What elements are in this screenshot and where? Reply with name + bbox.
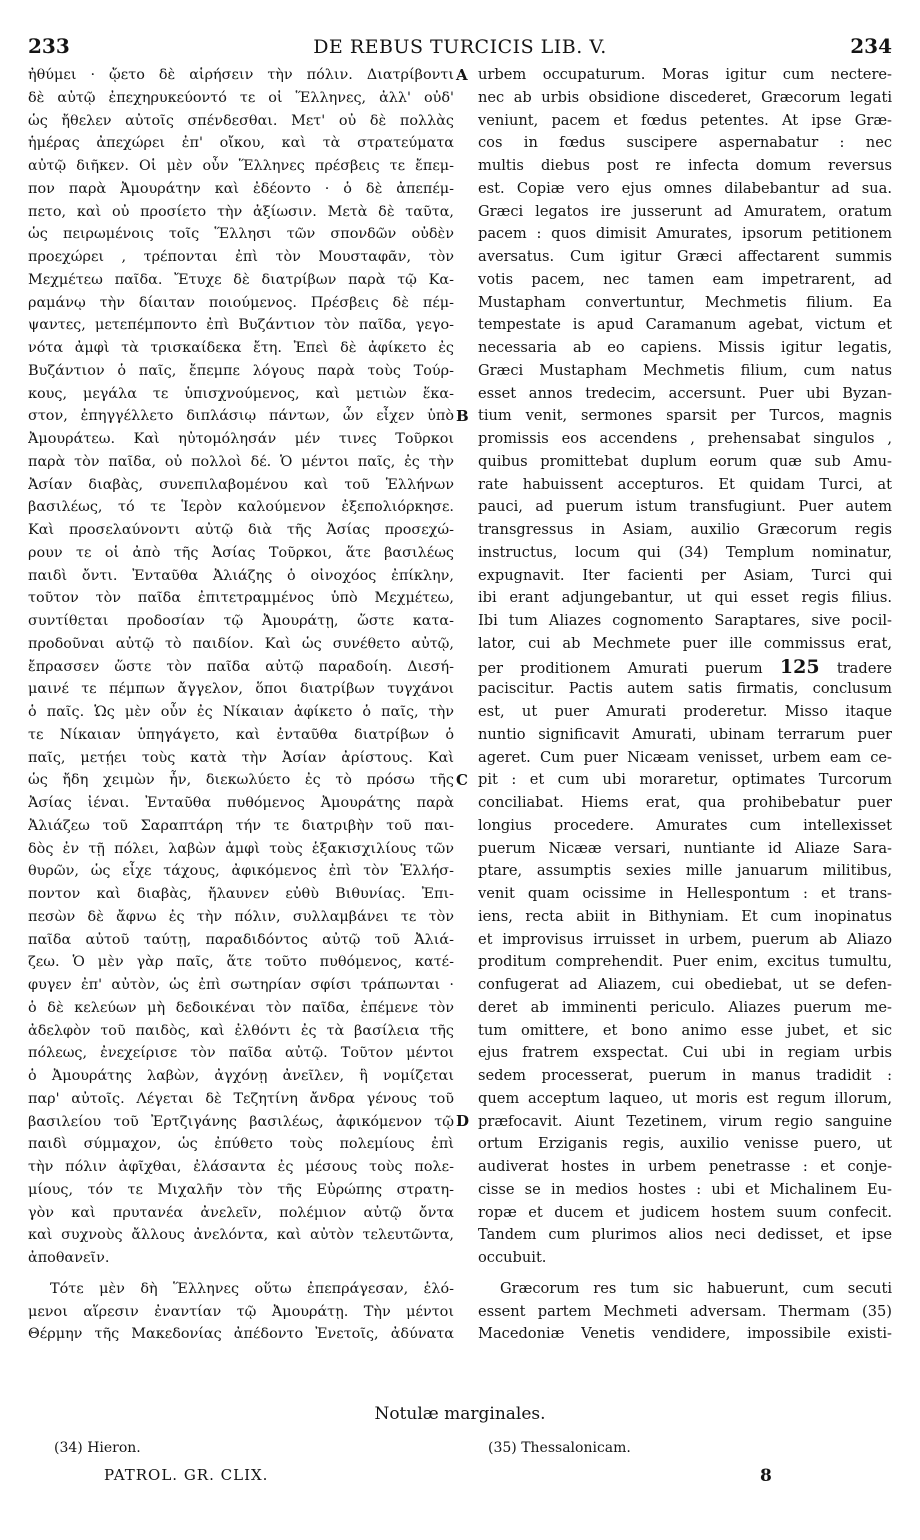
greek-line: νότα ἀμφὶ τὰ τρισκαίδεκα ἔτη. Ἐπεὶ δὲ ἀφίκετο ἐς bbox=[28, 340, 454, 356]
latin-line: votis pacem, nec tamen eam impetrarent, ad bbox=[478, 270, 892, 288]
paragraph-gap bbox=[478, 1270, 892, 1278]
greek-line: ἀποθανεῖν. bbox=[28, 1250, 110, 1266]
page-number-left: 233 bbox=[28, 34, 70, 58]
greek-line: Καὶ προσελαύνοντι αὐτῷ διὰ τῆς Ἀσίας προσεχώ- bbox=[28, 522, 454, 538]
latin-line: Macedoniæ Venetis vendidere, impossibile existi- bbox=[478, 1325, 892, 1343]
greek-line: ψαντες, μετεπέμποντο ἐπὶ Βυζάντιον τὸν παῖδα, γεγο- bbox=[28, 317, 454, 334]
latin-line: præfocavit. Aiunt Tezetinem, virum regio sanguine bbox=[478, 1112, 892, 1130]
latin-line: puerum Nicææ versari, nuntiante id Aliaze Sara- bbox=[478, 839, 892, 857]
latin-line: et improvisus irruisset in urbem, puerum ab Aliazo bbox=[478, 930, 892, 948]
latin-line: audiverat hostes in urbem penetrasse : et conje- bbox=[478, 1158, 892, 1175]
latin-line: deret ab imminenti periculo. Aliazes puerum me- bbox=[478, 998, 892, 1016]
greek-line: τὴν πόλιν ἀφῖχθαι, ἐλάσαντα ἐς μέσους τοὺς πολε- bbox=[28, 1159, 454, 1175]
latin-line: instructus, locum qui (34) Templum nominatur, bbox=[478, 543, 892, 561]
margin-marker-a: A bbox=[456, 66, 468, 84]
greek-line: βασιλέως, τό τε Ἱερὸν καλούμενον ἐξεπολιόρκησε. bbox=[28, 499, 454, 516]
latin-line: longius procedere. Amurates cum intellexisset bbox=[478, 816, 892, 834]
greek-line: ραμάνῳ τὴν δίαιταν ποιούμενος. Πρέσβεις δὲ πέμ- bbox=[28, 294, 454, 311]
greek-text-column bbox=[28, 64, 454, 1346]
greek-line: παῖς, μετῄει τοὺς κατὰ τὴν Ἀσίαν ἀρίστους. Καὶ bbox=[28, 749, 454, 766]
greek-line: παρὰ τὸν παῖδα, οὐ πολλοὶ δέ. Ὁ μέντοι παῖς, ἐς τὴν bbox=[28, 453, 454, 470]
greek-line: ἔπρασσεν ὥστε τὸν παῖδα αὐτῷ παραδοίη. Διεσή- bbox=[28, 658, 454, 675]
greek-line: ὁ παῖς. Ὡς μὲν οὖν ἐς Νίκαιαν ἀφίκετο ὁ παῖς, τὴν bbox=[28, 704, 454, 720]
greek-line: παρ' αὐτοῖς. Λέγεται δὲ Τεζητίνη ἄνδρα γένους τοῦ bbox=[28, 1090, 454, 1107]
latin-line: nuntio significavit Amurati, ubinam terrarum puer bbox=[478, 725, 892, 743]
latin-line: est, ut puer Amurati proderetur. Misso itaque bbox=[478, 703, 892, 720]
latin-line: iens, recta abiit in Bithyniam. Et cum inopinatus bbox=[478, 907, 892, 925]
latin-line: occubuit. bbox=[478, 1249, 547, 1266]
latin-line: Græci legatos ire jusserunt ad Amuratem, oratum bbox=[478, 202, 892, 220]
latin-line: nec ab urbis obsidione discederet, Græcorum legati bbox=[478, 88, 892, 106]
greek-line: Ἀμουράτεω. Καὶ ηὐτομόλησάν μέν τινες Τοῦρκοι bbox=[28, 431, 454, 447]
greek-line: Ἀσίας ἰέναι. Ἐνταῦθα πυθόμενος Ἀμουράτης παρὰ bbox=[28, 795, 454, 811]
latin-line: pit : et cum ubi moraretur, optimates Turcorum bbox=[478, 771, 892, 789]
greek-line: ρουν τε οἱ ἀπὸ τῆς Ἀσίας Τοῦρκοι, ἅτε βασιλέως bbox=[28, 544, 454, 561]
page-header bbox=[28, 34, 892, 60]
greek-line: πετο, καὶ οὐ προσίετο τὴν ἀξίωσιν. Μετὰ δὲ ταῦτα, bbox=[28, 203, 454, 220]
latin-line: ageret. Cum puer Nicæam venisset, urbem eam ce- bbox=[478, 748, 892, 766]
greek-line: παῖδα αὐτοῦ ταύτῃ, παραδιδόντος αὐτῷ τοῦ Ἀλιά- bbox=[28, 931, 454, 948]
latin-line: esset annos tredecim, accersunt. Puer ubi Byzan- bbox=[478, 384, 892, 402]
latin-line: ibi erant adjungebantur, ut qui esset regis filius. bbox=[478, 589, 892, 607]
latin-line: Græci Mustapham Mechmetis filium, cum natus bbox=[478, 361, 892, 379]
greek-line: πεσὼν δὲ ἄφνω ἐς τὴν πόλιν, συλλαμβάνει τε τὸν bbox=[28, 908, 454, 925]
latin-line: tum omittere, et bono animo esse jubet, et sic bbox=[478, 1021, 892, 1039]
greek-line: Μεχμέτεω παῖδα. Ἔτυχε δὲ διατρίβων παρὰ τῷ Κα- bbox=[28, 271, 454, 288]
greek-line: ποντον καὶ διαβὰς, ἤλαυνεν εὐθὺ Βιθυνίας. Ἐπι- bbox=[28, 886, 454, 902]
latin-line-text: per proditionem Amurati puerum bbox=[478, 659, 780, 677]
greek-line: Ἀσίαν διαβὰς, συνεπιλαβομένου καὶ τοῦ Ἑλλήνων bbox=[28, 476, 454, 493]
latin-line: tium venit, sermones sparsit per Turcos, magnis bbox=[478, 407, 892, 425]
greek-line: μίους, τόν τε Μιχαλῆν τὸν τῆς Εὐρώπης στρατη- bbox=[28, 1181, 454, 1198]
greek-line: συντίθεται προδοσίαν τῷ Ἀμουράτῃ, ὥστε κατα- bbox=[28, 613, 454, 629]
latin-line: multis diebus post re infecta domum reversus bbox=[478, 157, 892, 174]
greek-line: πόλεως, ἐνεχείρισε τὸν παῖδα αὐτῷ. Τοῦτον μέντοι bbox=[28, 1045, 454, 1062]
margin-marker-b: B bbox=[456, 407, 469, 425]
note-35: (35) Thessalonicam. bbox=[488, 1440, 631, 1456]
page-number-right: 234 bbox=[850, 34, 892, 58]
latin-line: veniunt, pacem et fœdus petentes. At ipse Græ- bbox=[478, 111, 892, 129]
greek-line: ὡς ἤθελεν αὐτοῖς σπένδεσθαι. Μετ' οὐ δὲ πολλὰς bbox=[28, 112, 454, 129]
latin-line: cos in fœdus suscipere aspernabatur : nec bbox=[478, 134, 892, 152]
latin-line: ejus fratrem exspectat. Cui ubi in regiam urbis bbox=[478, 1044, 892, 1062]
latin-line: expugnavit. Iter facienti per Asiam, Turci qui bbox=[478, 566, 892, 584]
greek-line: αὐτῷ διῆκεν. Οἱ μὲν οὖν Ἕλληνες πρέσβεις τε ἔπεμ- bbox=[28, 158, 454, 174]
latin-line-text: tradere bbox=[819, 659, 892, 677]
greek-line: βασιλείου τοῦ Ἐρτζιγάνης βασιλέως, ἀφικόμενον τῷ bbox=[28, 1113, 454, 1130]
greek-line: παιδὶ ὄντι. Ἐνταῦθα Ἀλιάζης ὁ οἰνοχόος ἐπίκλην, bbox=[28, 567, 454, 584]
greek-line: ἠθύμει · ᾤετο δὲ αἱρήσειν τὴν πόλιν. Διατρίβοντι bbox=[28, 67, 454, 83]
latin-line: transgressus in Asiam, auxilio Græcorum regis bbox=[478, 521, 892, 538]
greek-line: τε Νίκαιαν ὑπηγάγετο, καὶ ἐνταῦθα διατρίβων ὁ bbox=[28, 726, 454, 743]
signature-mark: PATROL. GR. CLIX. bbox=[104, 1466, 269, 1484]
greek-line: ὁ Ἀμουράτης λαβὼν, ἀγχόνῃ ἀνεῖλεν, ἣ νομίζεται bbox=[28, 1068, 454, 1084]
greek-line: μενοι αἵρεσιν ἐναντίαν τῷ Ἀμουράτῃ. Τὴν μέντοι bbox=[28, 1303, 454, 1320]
latin-line: essent partem Mechmeti adversam. Thermam (35) bbox=[478, 1302, 892, 1320]
latin-line: quem acceptum laqueo, ut moris est regum illorum, bbox=[478, 1089, 892, 1107]
latin-line: ropæ et ducem et judicem hostem suum confecit. bbox=[478, 1203, 892, 1221]
latin-line: paciscitur. Pactis autem satis firmatis, conclusum bbox=[478, 680, 892, 698]
latin-line: ptare, assumptis sexies mille januarum militibus, bbox=[478, 862, 892, 880]
greek-line: Ἀλιάζεω τοῦ Σαραπτάρη τήν τε διατριβὴν τοῦ παι- bbox=[28, 817, 454, 834]
latin-line: Græcorum res tum sic habuerunt, cum secuti bbox=[500, 1279, 892, 1297]
greek-line: ζεω. Ὁ μὲν γὰρ παῖς, ἅτε τοῦτο πυθόμενος, κατέ- bbox=[28, 954, 454, 971]
latin-line: urbem occupaturum. Moras igitur cum nectere- bbox=[478, 66, 892, 83]
greek-line: παιδὶ σύμμαχον, ὡς ἐπύθετο τοὺς πολεμίους ἐπὶ bbox=[28, 1136, 454, 1153]
greek-line: γὸν καὶ πρυτανέα ἀνελεῖν, πολέμιον αὐτῷ ὄντα bbox=[28, 1204, 454, 1221]
margin-marker-d: D bbox=[456, 1112, 470, 1130]
latin-line: pacem : quos dimisit Amurates, ipsorum petitionem bbox=[478, 225, 892, 243]
paragraph-gap bbox=[28, 1270, 454, 1278]
greek-line: προεχώρει , τρέπονται ἐπὶ τὸν Μουσταφᾶν, τὸν bbox=[28, 249, 454, 265]
latin-line: Tandem cum plurimos alios neci dedisset, et ipse bbox=[478, 1226, 892, 1244]
greek-line: Τότε μὲν δὴ Ἕλληνες οὕτω ἐπεπράγεσαν, ἑλό- bbox=[50, 1280, 454, 1297]
greek-line: δὸς ἐν τῇ πόλει, λαβὼν ἀμφὶ τοὺς ἑξακισχιλίους τῶν bbox=[28, 840, 454, 857]
latin-line: pauci, ad puerum istum transfugiunt. Puer autem bbox=[478, 498, 892, 516]
latin-line: Ibi tum Aliazes cognomento Saraptares, sive pocil- bbox=[478, 612, 892, 629]
latin-line: rate habuissent accepturos. Et quidam Turci, at bbox=[478, 475, 892, 493]
sheet-number: 8 bbox=[760, 1466, 772, 1486]
greek-line: μαινέ τε πέμπων ἄγγελον, ὅποι διατρίβων τυγχάνοι bbox=[28, 681, 454, 698]
latin-line-with-number bbox=[478, 656, 892, 679]
greek-line: Θέρμην τῆς Μακεδονίας ἀπέδοντο Ἐνετοῖς, ἀδύνατα bbox=[28, 1326, 454, 1343]
greek-line: στον, ἐπηγγέλλετο διπλάσιῳ πάντων, ὧν εἶχεν ὑπὸ bbox=[28, 408, 454, 425]
margin-marker-c: C bbox=[456, 771, 468, 789]
latin-line: cisse se in medios hostes : ubi et Michalinem Eu- bbox=[478, 1180, 892, 1198]
greek-line: δὲ αὐτῷ ἐπεχηρυκεύοντό τε οἱ Ἕλληνες, ἀλλ' οὐδ' bbox=[28, 89, 454, 106]
latin-line: sedem processerat, puerum in manus tradidit : bbox=[478, 1067, 892, 1084]
latin-line: ortum Erziganis regis, auxilio venisse puero, ut bbox=[478, 1135, 892, 1153]
greek-line: θυρῶν, ὡς εἶχε τάχους, ἀφικόμενος ἐπὶ τὸν Ἑλλήσ- bbox=[28, 863, 454, 880]
greek-line: προδοῦναι αὐτῷ τὸ παιδίον. Καὶ ὡς συνέθετο αὐτῷ, bbox=[28, 635, 454, 652]
latin-line: promissis eos accendens , prehensabat singulos , bbox=[478, 430, 892, 447]
greek-line: ὡς ἤδη χειμὼν ἦν, διεκωλύετο ἐς τὸ πρόσω τῆς bbox=[28, 772, 454, 789]
latin-line: confugerat ad Aliazem, cui obediebat, ut se defen- bbox=[478, 976, 892, 993]
greek-line: ἡμέρας ἀπεχώρει ἐπ' οἴκου, καὶ τὰ στρατεύματα bbox=[28, 135, 454, 152]
greek-line: κους, μεγάλα τε ὑπισχνούμενος, καὶ μετιὼν ἕκα- bbox=[28, 385, 454, 402]
running-title: DE REBUS TURCICIS LIB. V. bbox=[313, 36, 607, 58]
greek-line: τοῦτον τὸν παῖδα ἐπιτετραμμένος ὑπὸ Μεχμέτεω, bbox=[28, 590, 454, 607]
greek-line: ἀδελφὸν τοῦ παιδὸς, καὶ ἐλθόντι ἐς τὰ βασίλεια τῆς bbox=[28, 1022, 454, 1039]
latin-line: proditum comprehendit. Puer enim, excitus tumultu, bbox=[478, 953, 892, 971]
latin-line: conciliabat. Hiems erat, qua prohibebatur puer bbox=[478, 794, 892, 811]
greek-line: φυγεν ἐπ' αὐτὸν, ὡς ἐπὶ σωτηρίαν σφίσι τράπωνται · bbox=[28, 977, 454, 993]
latin-line: necessaria ab eo capiens. Missis igitur legatis, bbox=[478, 339, 892, 356]
greek-line: ὁ δὲ κελεύων μὴ δεδοικέναι τὸν παῖδα, ἐπέμενε τὸν bbox=[28, 999, 454, 1016]
greek-line: ὡς πειρωμένοις τοῖς Ἕλλησι τῶν σπονδῶν οὐδὲν bbox=[28, 226, 454, 243]
greek-line: Βυζάντιον ὁ παῖς, ἔπεμπε λόγους παρὰ τοὺς Τούρ- bbox=[28, 362, 454, 379]
notes-title: Notulæ marginales. bbox=[374, 1404, 546, 1424]
latin-line: lator, cui ab Mechmete puer ille commissus erat, bbox=[478, 634, 892, 652]
note-34: (34) Hieron. bbox=[54, 1440, 141, 1456]
latin-line: Mustapham convertuntur, Mechmetis filium. Ea bbox=[478, 293, 892, 311]
latin-line: aversatus. Cum igitur Græci affectarent summis bbox=[478, 248, 892, 265]
latin-line: venit quam ocissime in Hellespontum : et trans- bbox=[478, 885, 892, 902]
latin-line: quibus promittebat duplum eorum quæ sub Amu- bbox=[478, 452, 892, 470]
inline-number-125: 125 bbox=[779, 655, 820, 678]
greek-line: πον παρὰ Ἀμουράτην καὶ ἐδέοντο · ὁ δὲ ἀπεπέμ- bbox=[28, 180, 454, 197]
greek-line: καὶ συχνοὺς ἄλλους ἀνελόντα, καὶ αὐτὸν τελευτῶντα, bbox=[28, 1227, 454, 1244]
latin-text-column bbox=[478, 64, 892, 1346]
latin-line: tempestate is apud Caramanum agebat, victum et bbox=[478, 316, 892, 334]
latin-line: est. Copiæ vero ejus omnes dilabebantur ad sua. bbox=[478, 179, 892, 197]
